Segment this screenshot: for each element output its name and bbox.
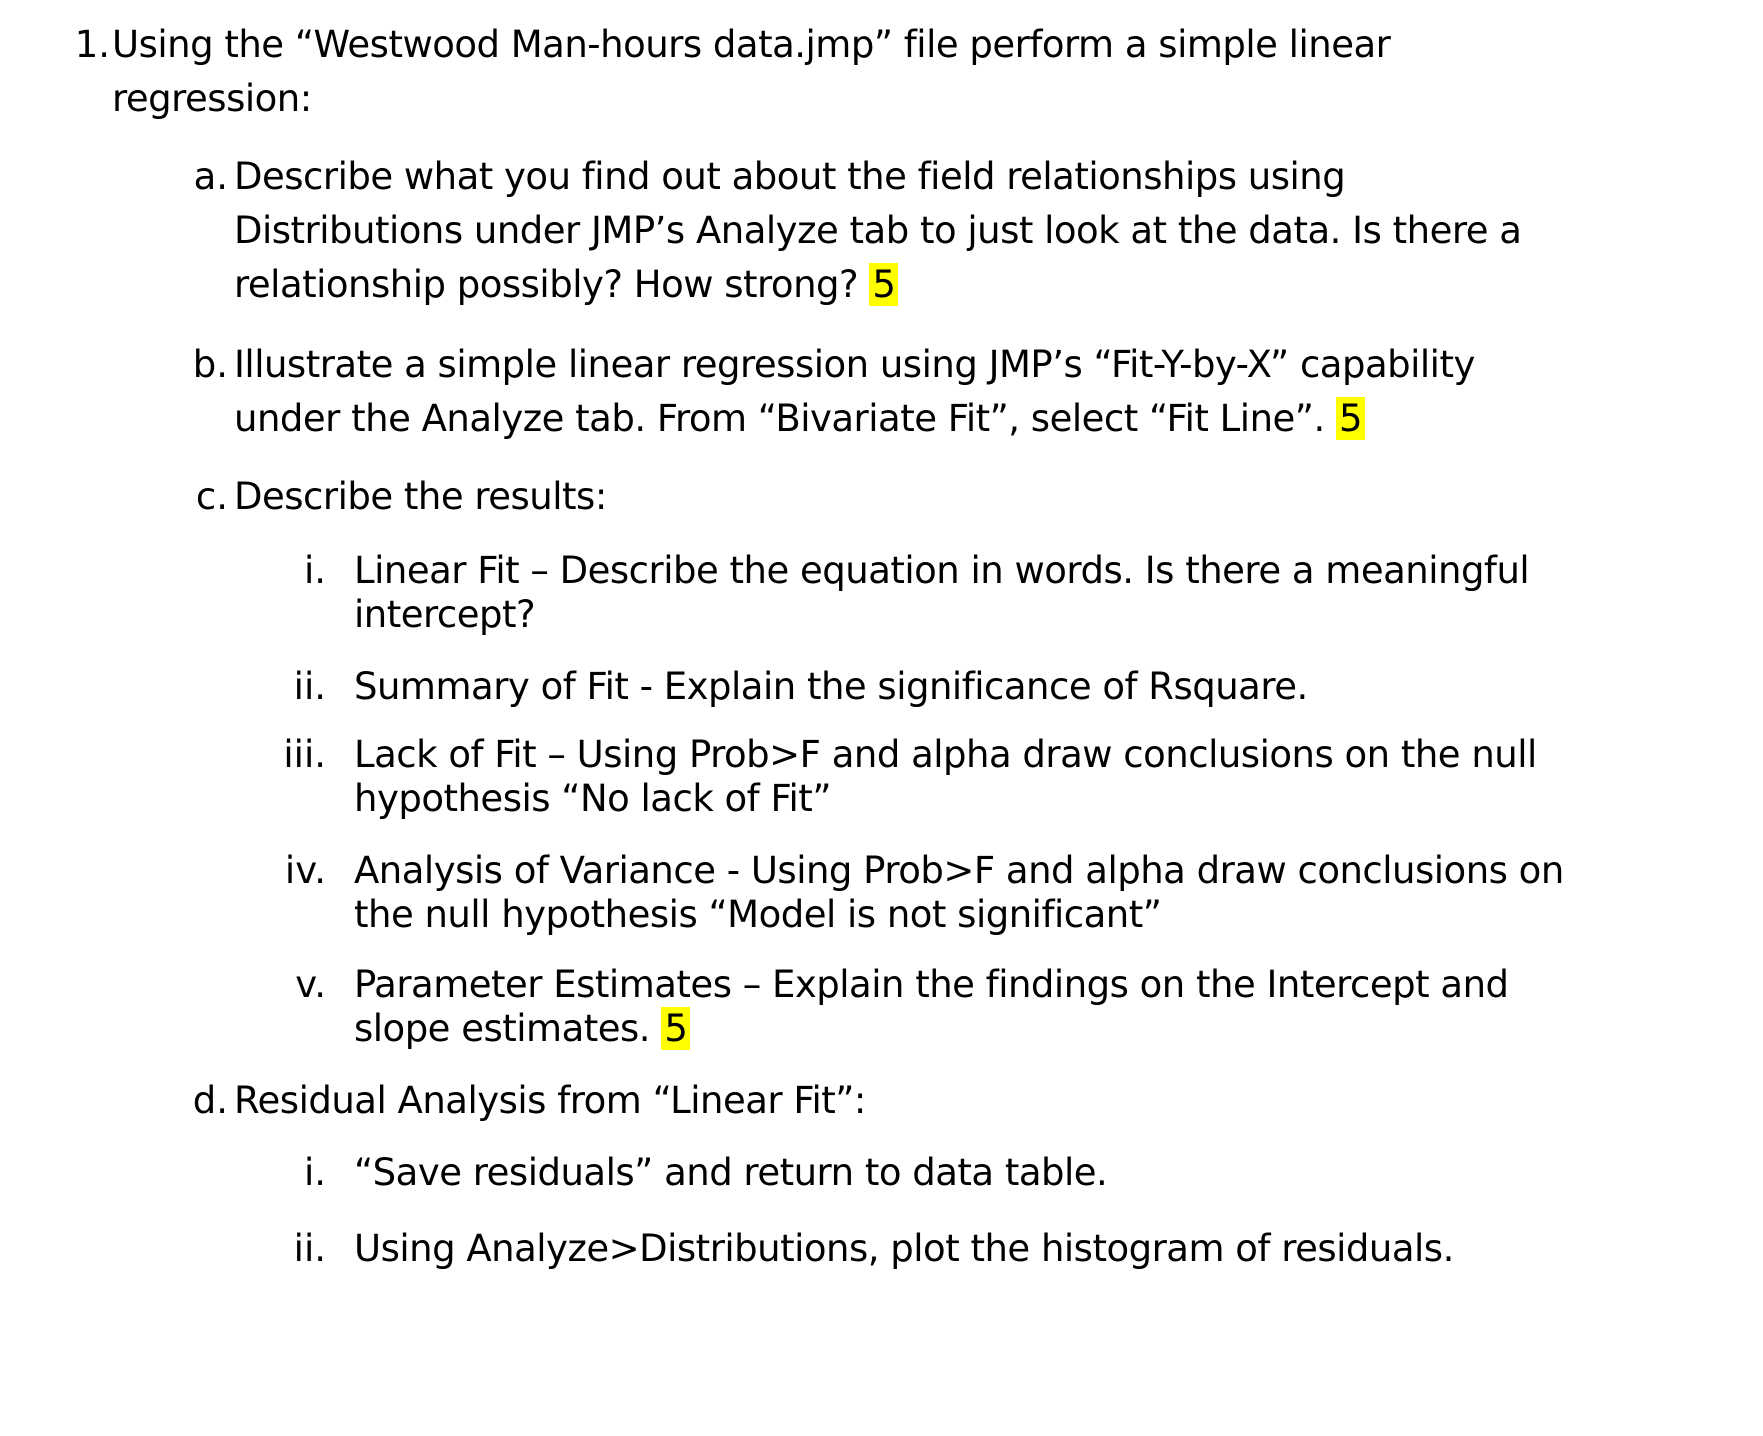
part-c-v-points-highlight: 5	[661, 1007, 690, 1050]
part-d-ii-marker: ii.	[293, 1227, 326, 1270]
part-b-line1: Illustrate a simple linear regression using JMP’s “Fit-Y-by-X” capability	[234, 343, 1475, 386]
part-c-marker: c.	[195, 475, 228, 518]
part-c-iv-marker: iv.	[284, 849, 326, 892]
part-a-line3	[234, 262, 898, 308]
part-a-marker: a.	[193, 155, 228, 198]
part-c-i-marker: i.	[303, 549, 326, 592]
part-d-ii-line1: Using Analyze>Distributions, plot the histogram of residuals.	[354, 1227, 1454, 1270]
part-c-ii-marker: ii.	[293, 665, 326, 708]
part-c-ii-line1: Summary of Fit - Explain the significance of Rsquare.	[354, 665, 1308, 708]
part-a-line1: Describe what you find out about the field relationships using	[234, 155, 1346, 198]
part-d-marker: d.	[192, 1079, 228, 1122]
part-d-i-marker: i.	[303, 1151, 326, 1194]
part-b-line2	[234, 396, 1365, 442]
question-number: 1.	[74, 23, 110, 66]
part-c-v-marker: v.	[295, 963, 326, 1006]
part-d-line1: Residual Analysis from “Linear Fit”:	[234, 1079, 866, 1122]
part-c-iii-marker: iii.	[283, 733, 326, 776]
part-c-line1: Describe the results:	[234, 475, 607, 518]
question-text-line2: regression:	[112, 77, 312, 120]
part-a-points-highlight: 5	[869, 263, 898, 306]
question-text-line1: Using the “Westwood Man-hours data.jmp” file perform a simple linear	[112, 23, 1391, 66]
part-c-v-line2-text: slope estimates.	[354, 1007, 651, 1050]
part-b-marker: b.	[192, 343, 228, 386]
part-c-v-line1: Parameter Estimates – Explain the findings on the Intercept and	[354, 963, 1509, 1006]
part-a-line2: Distributions under JMP’s Analyze tab to just look at the data. Is there a	[234, 209, 1522, 252]
part-d-i-line1: “Save residuals” and return to data table.	[354, 1151, 1108, 1194]
part-c-iii-line1: Lack of Fit – Using Prob>F and alpha draw conclusions on the null	[354, 733, 1537, 776]
part-c-i-line2: intercept?	[354, 593, 536, 636]
part-c-iv-line2: the null hypothesis “Model is not significant”	[354, 893, 1162, 936]
part-a-line3-text: relationship possibly? How strong?	[234, 263, 859, 306]
part-c-v-line2	[354, 1006, 690, 1052]
part-c-i-line1: Linear Fit – Describe the equation in words. Is there a meaningful	[354, 549, 1530, 592]
part-c-iv-line1: Analysis of Variance - Using Prob>F and alpha draw conclusions on	[354, 849, 1564, 892]
part-b-points-highlight: 5	[1336, 397, 1365, 440]
part-b-line2-text: under the Analyze tab. From “Bivariate Fit”, select “Fit Line”.	[234, 397, 1325, 440]
part-c-iii-line2: hypothesis “No lack of Fit”	[354, 777, 831, 820]
